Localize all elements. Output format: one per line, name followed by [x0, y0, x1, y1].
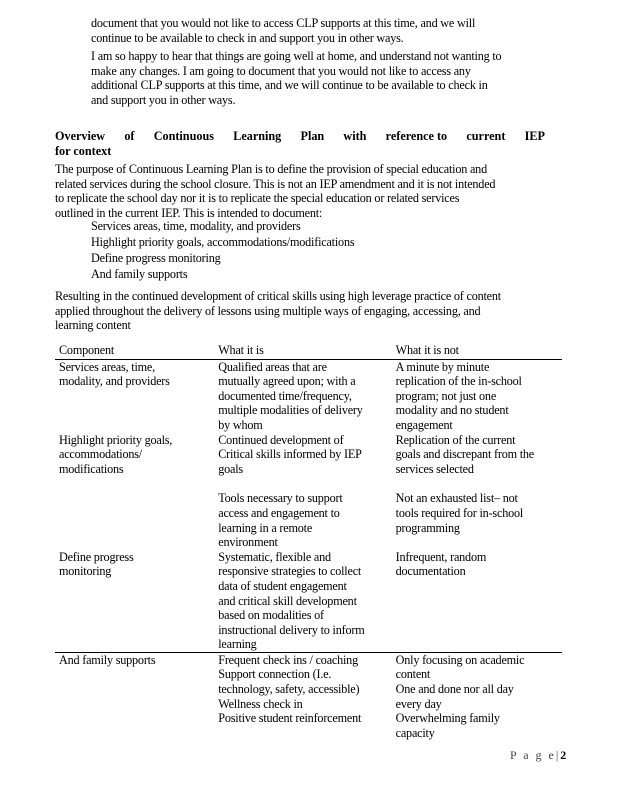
page-number: 2 [560, 748, 567, 762]
table-cell: And family supports [55, 652, 214, 740]
table-row [55, 433, 562, 477]
table-cell: Only focusing on academic content One and done nor all day every day Overwhelming family capacity [392, 652, 562, 740]
column-header: Component [55, 343, 214, 359]
text-line: make any changes. I am going to document that you would not like to access any [91, 63, 471, 78]
text-line: additional CLP supports at this time, and we will continue to be available to check in [91, 78, 488, 93]
page-separator: | [555, 748, 561, 762]
text-line: Resulting in the continued development of critical skills using high leverage practice of content [55, 289, 501, 303]
table-cell: Continued development of Critical skills informed by IEP goals [218, 432, 362, 476]
table-cell: Replication of the current goals and discrepant from the services selected [395, 432, 535, 476]
table-cell: Tools necessary to support access and engagement to learning in a remote environment [218, 491, 343, 550]
text-line: continue to be available to check in and support you in other ways. [91, 30, 404, 45]
table-header-row [55, 343, 562, 359]
text-line: to replicate the school day nor it is to replicate the special education or related services [55, 191, 460, 206]
table-cell: Not an exhausted list– not tools required for in-school programming [395, 491, 524, 535]
purpose-paragraph [55, 162, 565, 220]
intro-paragraph [91, 16, 475, 45]
list-item: And family supports [91, 267, 188, 281]
list-item: Highlight priority goals, accommodations/modifications [91, 235, 355, 249]
table-cell: Frequent check ins / coaching Support connection (I.e. technology, safety, accessible) Wellness check in Positive student reinforcement [214, 652, 391, 740]
table-cell: Infrequent, random documentation [395, 549, 487, 579]
text-line: The purpose of Continuous Learning Plan is to define the provision of special education and [55, 162, 487, 176]
page-label: P a g e [510, 748, 556, 762]
text-line: outlined in the current IEP. This is intended to document: [55, 205, 323, 220]
text-line: document that you would not like to access CLP supports at this time, and we will [91, 16, 476, 30]
table-cell: A minute by minute replication of the in-school program; not just one modality and no student engagement [395, 359, 522, 432]
purpose-bullets [73, 219, 493, 283]
text-line: learning content [55, 318, 131, 333]
table-cell: Services areas, time, modality, and providers [59, 359, 170, 389]
section-heading: Overview of Continuous Learning Plan with reference to current IEP for context [55, 129, 545, 158]
page-footer [510, 748, 566, 763]
list-item: Define progress monitoring [91, 251, 221, 265]
column-header: What it is not [392, 343, 562, 359]
text-line: related services during the school closure. This is not an IEP amendment and it is not intended [55, 176, 496, 191]
text-line: and support you in other ways. [91, 92, 236, 107]
resulting-paragraph [55, 289, 565, 333]
table-cell: Qualified areas that are mutually agreed upon; with a documented time/frequency, multiple modalities of delivery by whom [218, 359, 363, 432]
text-line: applied throughout the delivery of lessons using multiple ways of engaging, accessing, and [55, 303, 481, 318]
component-table [55, 343, 562, 740]
table-cell: Highlight priority goals, accommodations/ modifications [59, 432, 173, 476]
table-row [55, 359, 562, 432]
table-row [55, 652, 562, 740]
table-cell [55, 476, 214, 549]
table-cell: Define progress monitoring [59, 549, 134, 579]
list-item: Services areas, time, modality, and providers [91, 219, 301, 233]
table-cell: Systematic, flexible and responsive strategies to collect data of student engagement and critical skill development based on modalities of instructional delivery to inform learning [218, 549, 365, 652]
table-row [55, 550, 562, 653]
text-line: I am so happy to hear that things are going well at home, and understand not wanting to [91, 49, 502, 63]
table-row [55, 476, 562, 549]
column-header: What it is [214, 343, 391, 359]
